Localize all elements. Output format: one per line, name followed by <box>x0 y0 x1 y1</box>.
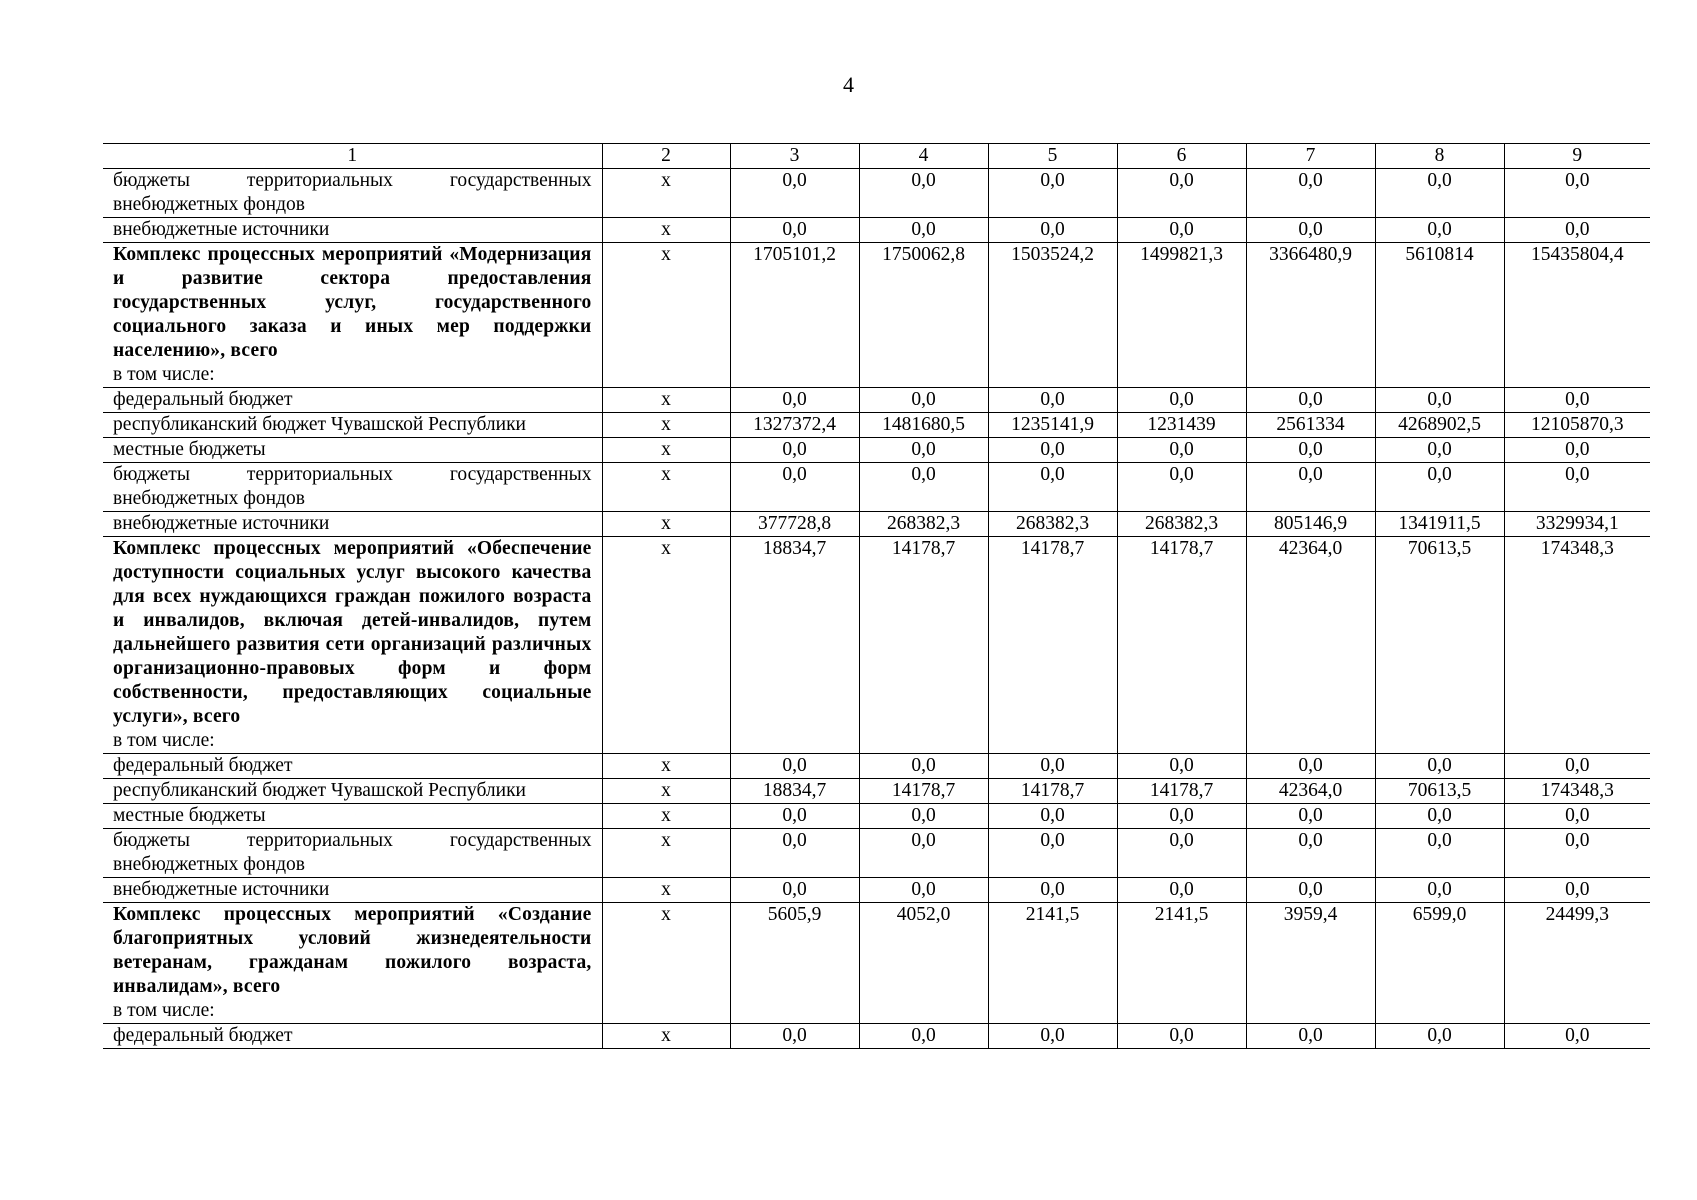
value-cell: 1750062,8 <box>859 243 988 388</box>
row-subtext: в том числе: <box>113 1000 215 1021</box>
value-cell: 0,0 <box>1375 438 1504 463</box>
value-cell: 0,0 <box>988 1024 1117 1049</box>
value-cell: 0,0 <box>988 829 1117 878</box>
value-cell: 14178,7 <box>988 779 1117 804</box>
value-cell: 0,0 <box>730 438 859 463</box>
column-header: 3 <box>730 144 859 169</box>
value-cell: 0,0 <box>988 169 1117 218</box>
value-cell: 14178,7 <box>988 537 1117 754</box>
value-cell: 0,0 <box>1246 829 1375 878</box>
row-marker-cell: х <box>602 878 730 903</box>
row-marker-cell: х <box>602 779 730 804</box>
value-cell: 0,0 <box>1246 878 1375 903</box>
value-cell: 0,0 <box>1246 388 1375 413</box>
value-cell: 0,0 <box>1117 218 1246 243</box>
value-cell: 0,0 <box>988 463 1117 512</box>
value-cell: 0,0 <box>1504 829 1650 878</box>
value-cell: 4052,0 <box>859 903 988 1024</box>
table-row <box>103 903 1650 1024</box>
table-row <box>103 754 1650 779</box>
value-cell: 0,0 <box>730 388 859 413</box>
value-cell: 0,0 <box>859 463 988 512</box>
value-cell: 0,0 <box>859 388 988 413</box>
value-cell: 70613,5 <box>1375 537 1504 754</box>
value-cell: 0,0 <box>1504 463 1650 512</box>
table-row <box>103 779 1650 804</box>
row-marker-cell: х <box>602 903 730 1024</box>
value-cell: 5610814 <box>1375 243 1504 388</box>
value-cell: 0,0 <box>859 438 988 463</box>
row-marker-cell: х <box>602 218 730 243</box>
row-marker-cell: х <box>602 829 730 878</box>
value-cell: 268382,3 <box>859 512 988 537</box>
value-cell: 0,0 <box>988 878 1117 903</box>
value-cell: 0,0 <box>1375 169 1504 218</box>
table-body <box>103 144 1650 1049</box>
value-cell: 24499,3 <box>1504 903 1650 1024</box>
value-cell: 0,0 <box>1375 829 1504 878</box>
row-label-cell: внебюджетные источники <box>103 218 602 243</box>
value-cell: 377728,8 <box>730 512 859 537</box>
value-cell: 14178,7 <box>1117 779 1246 804</box>
value-cell: 1705101,2 <box>730 243 859 388</box>
value-cell: 174348,3 <box>1504 779 1650 804</box>
value-cell: 0,0 <box>1375 1024 1504 1049</box>
value-cell: 0,0 <box>1117 388 1246 413</box>
value-cell: 6599,0 <box>1375 903 1504 1024</box>
value-cell: 0,0 <box>1504 438 1650 463</box>
value-cell: 0,0 <box>1375 388 1504 413</box>
program-title: Комплекс процессных мероприятий «Модернизация и развитие сектора предоставления государственных услуг, государственного социального заказа и иных мер поддержки населению», всего <box>113 244 592 361</box>
budget-table <box>103 143 1650 1049</box>
row-label-cell: внебюджетные источники <box>103 512 602 537</box>
row-label-cell: федеральный бюджет <box>103 754 602 779</box>
row-marker-cell: х <box>602 537 730 754</box>
value-cell: 0,0 <box>1246 438 1375 463</box>
row-marker-cell: х <box>602 243 730 388</box>
value-cell: 42364,0 <box>1246 779 1375 804</box>
row-label-cell: внебюджетные источники <box>103 878 602 903</box>
value-cell: 14178,7 <box>859 779 988 804</box>
row-subtext: в том числе: <box>113 730 215 751</box>
value-cell: 0,0 <box>1246 1024 1375 1049</box>
value-cell: 0,0 <box>988 388 1117 413</box>
value-cell: 5605,9 <box>730 903 859 1024</box>
value-cell: 1327372,4 <box>730 413 859 438</box>
value-cell: 0,0 <box>1504 169 1650 218</box>
value-cell: 14178,7 <box>1117 537 1246 754</box>
value-cell: 0,0 <box>1117 878 1246 903</box>
value-cell: 0,0 <box>1246 218 1375 243</box>
value-cell: 2141,5 <box>988 903 1117 1024</box>
value-cell: 0,0 <box>730 463 859 512</box>
value-cell: 18834,7 <box>730 537 859 754</box>
program-title: Комплекс процессных мероприятий «Обеспечение доступности социальных услуг высокого качества для всех нуждающихся граждан пожилого возраста и инвалидов, включая детей-инвалидов, путем дальнейшего развития сети организаций различных организационно-правовых форм и форм собственности, предоставляющих социальные услуги», всего <box>113 538 592 727</box>
row-marker-cell: х <box>602 804 730 829</box>
value-cell: 0,0 <box>1117 754 1246 779</box>
value-cell: 0,0 <box>988 754 1117 779</box>
value-cell: 0,0 <box>1117 169 1246 218</box>
value-cell: 0,0 <box>859 218 988 243</box>
value-cell: 0,0 <box>988 218 1117 243</box>
value-cell: 268382,3 <box>1117 512 1246 537</box>
table-row <box>103 829 1650 878</box>
value-cell: 0,0 <box>859 829 988 878</box>
value-cell: 0,0 <box>988 804 1117 829</box>
value-cell: 0,0 <box>859 1024 988 1049</box>
row-label-cell <box>103 537 602 754</box>
value-cell: 0,0 <box>988 438 1117 463</box>
value-cell: 0,0 <box>730 878 859 903</box>
row-marker-cell: х <box>602 463 730 512</box>
value-cell: 0,0 <box>730 218 859 243</box>
table-row <box>103 243 1650 388</box>
row-label-cell <box>103 903 602 1024</box>
value-cell: 12105870,3 <box>1504 413 1650 438</box>
row-label-cell: бюджеты территориальных государственных внебюджетных фондов <box>103 463 602 512</box>
value-cell: 0,0 <box>1246 804 1375 829</box>
value-cell: 0,0 <box>1117 1024 1246 1049</box>
row-label-cell: федеральный бюджет <box>103 1024 602 1049</box>
row-marker-cell: х <box>602 512 730 537</box>
value-cell: 15435804,4 <box>1504 243 1650 388</box>
row-label-cell: местные бюджеты <box>103 804 602 829</box>
table-row <box>103 413 1650 438</box>
value-cell: 0,0 <box>1246 463 1375 512</box>
value-cell: 3366480,9 <box>1246 243 1375 388</box>
table-row <box>103 388 1650 413</box>
column-header: 2 <box>602 144 730 169</box>
value-cell: 1341911,5 <box>1375 512 1504 537</box>
value-cell: 0,0 <box>1504 388 1650 413</box>
value-cell: 0,0 <box>859 169 988 218</box>
program-title: Комплекс процессных мероприятий «Создание благоприятных условий жизнедеятельности ветеранам, гражданам пожилого возраста, инвалидам», всего <box>113 904 592 997</box>
value-cell: 0,0 <box>859 804 988 829</box>
value-cell: 0,0 <box>1375 218 1504 243</box>
table-row <box>103 438 1650 463</box>
value-cell: 1499821,3 <box>1117 243 1246 388</box>
table-row <box>103 169 1650 218</box>
value-cell: 14178,7 <box>859 537 988 754</box>
value-cell: 0,0 <box>1117 829 1246 878</box>
value-cell: 0,0 <box>730 169 859 218</box>
value-cell: 4268902,5 <box>1375 413 1504 438</box>
value-cell: 3329934,1 <box>1504 512 1650 537</box>
column-header: 9 <box>1504 144 1650 169</box>
row-marker-cell: х <box>602 169 730 218</box>
row-marker-cell: х <box>602 1024 730 1049</box>
value-cell: 3959,4 <box>1246 903 1375 1024</box>
value-cell: 0,0 <box>1246 169 1375 218</box>
value-cell: 18834,7 <box>730 779 859 804</box>
column-header: 5 <box>988 144 1117 169</box>
value-cell: 0,0 <box>730 804 859 829</box>
table-row <box>103 804 1650 829</box>
value-cell: 0,0 <box>1504 804 1650 829</box>
value-cell: 805146,9 <box>1246 512 1375 537</box>
row-marker-cell: х <box>602 754 730 779</box>
value-cell: 174348,3 <box>1504 537 1650 754</box>
row-marker-cell: х <box>602 438 730 463</box>
row-label-cell: федеральный бюджет <box>103 388 602 413</box>
value-cell: 1481680,5 <box>859 413 988 438</box>
value-cell: 1503524,2 <box>988 243 1117 388</box>
row-label-cell: республиканский бюджет Чувашской Республики <box>103 413 602 438</box>
value-cell: 42364,0 <box>1246 537 1375 754</box>
table-row <box>103 218 1650 243</box>
column-header: 8 <box>1375 144 1504 169</box>
value-cell: 0,0 <box>1246 754 1375 779</box>
row-label-cell: бюджеты территориальных государственных внебюджетных фондов <box>103 829 602 878</box>
value-cell: 2141,5 <box>1117 903 1246 1024</box>
row-marker-cell: х <box>602 388 730 413</box>
value-cell: 0,0 <box>859 878 988 903</box>
table-row <box>103 1024 1650 1049</box>
row-marker-cell: х <box>602 413 730 438</box>
value-cell: 0,0 <box>1504 218 1650 243</box>
value-cell: 0,0 <box>730 754 859 779</box>
value-cell: 0,0 <box>1375 754 1504 779</box>
table-row <box>103 463 1650 512</box>
value-cell: 0,0 <box>859 754 988 779</box>
column-header: 4 <box>859 144 988 169</box>
column-header: 7 <box>1246 144 1375 169</box>
row-label-cell: республиканский бюджет Чувашской Республики <box>103 779 602 804</box>
row-label-cell: местные бюджеты <box>103 438 602 463</box>
table-row <box>103 512 1650 537</box>
value-cell: 0,0 <box>730 829 859 878</box>
value-cell: 0,0 <box>1375 463 1504 512</box>
value-cell: 0,0 <box>1504 754 1650 779</box>
table-header-row <box>103 144 1650 169</box>
value-cell: 0,0 <box>1117 438 1246 463</box>
value-cell: 0,0 <box>1375 804 1504 829</box>
table-row <box>103 878 1650 903</box>
row-label-cell <box>103 243 602 388</box>
table-row <box>103 537 1650 754</box>
row-subtext: в том числе: <box>113 364 215 385</box>
column-header: 1 <box>103 144 602 169</box>
value-cell: 0,0 <box>1375 878 1504 903</box>
value-cell: 70613,5 <box>1375 779 1504 804</box>
value-cell: 1235141,9 <box>988 413 1117 438</box>
page-number: 4 <box>843 72 854 97</box>
value-cell: 2561334 <box>1246 413 1375 438</box>
value-cell: 0,0 <box>1117 463 1246 512</box>
column-header: 6 <box>1117 144 1246 169</box>
value-cell: 1231439 <box>1117 413 1246 438</box>
value-cell: 268382,3 <box>988 512 1117 537</box>
value-cell: 0,0 <box>1504 1024 1650 1049</box>
value-cell: 0,0 <box>730 1024 859 1049</box>
row-label-cell: бюджеты территориальных государственных внебюджетных фондов <box>103 169 602 218</box>
value-cell: 0,0 <box>1117 804 1246 829</box>
value-cell: 0,0 <box>1504 878 1650 903</box>
